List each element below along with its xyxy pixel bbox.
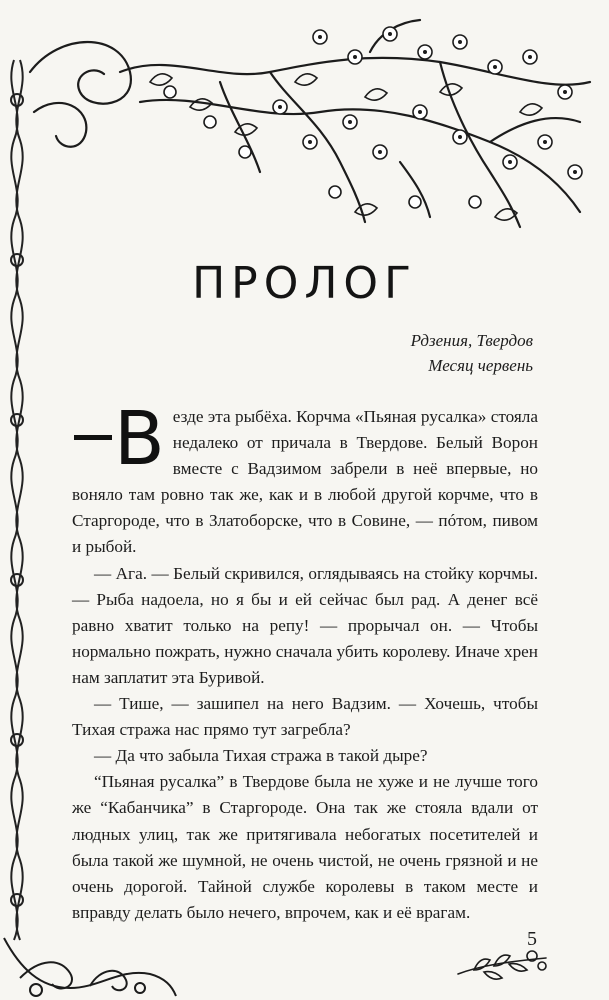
header-branch-ornament: [20, 12, 600, 242]
month-line: Месяц червень: [428, 356, 533, 375]
paragraph-4: — Да что забыла Тихая стража в такой дыре?: [94, 746, 428, 766]
chapter-title: ПРОЛОГ: [192, 258, 417, 309]
paragraph-2: — Ага. — Белый скривился, оглядываясь на стойку корчмы. — Рыба надоела, но я бы и ей сейчас был рад. А денег всё равно хватит только на репу! — прорычал он. — Чтобы нормально пожрать, нужно сначала убить королеву. Иначе хрен нам заплатит эта Буривой.: [72, 563, 538, 687]
body-text: [72, 396, 538, 926]
epigraph-location: [411, 328, 533, 378]
paragraph-1: [72, 396, 538, 561]
page-number: 5: [527, 928, 537, 950]
drop-cap-letter: В: [114, 396, 165, 482]
footer-branch-ornament: [454, 944, 549, 986]
paragraph-5: “Пьяная русалка” в Твердове была не хуже и не лучше того же “Кабанчика” в Старгороде. Она так же стояла вдали от людных улиц, так же притягивала небогатых посетителей и была такой же шумной, не очень чистой, не очень грязной и не очень дорогой. Тайной службе королевы в таком месте и вправду делать было нечего, впрочем, как и её врагам.: [72, 772, 538, 922]
paragraph-3: — Тише, — зашипел на него Вадзим. — Хочешь, чтобы Тихая стража нас прямо тут загребла?: [72, 694, 538, 740]
place-line: Рдзения, Твердов: [410, 331, 533, 350]
bottom-left-ornament: [0, 928, 180, 1000]
paragraph-1-text: езде эта рыбёха. Корчма «Пьяная русалка» стояла недалеко от причала в Твердове. Белый Ворон вместе с Вадзимом забрели в неё впервые, но воняло там ровно так же, как и в любой другой корчме, что в Старгороде, что в Златоборске, что в Совине, — пóтом, пивом и рыбой.: [72, 407, 538, 557]
